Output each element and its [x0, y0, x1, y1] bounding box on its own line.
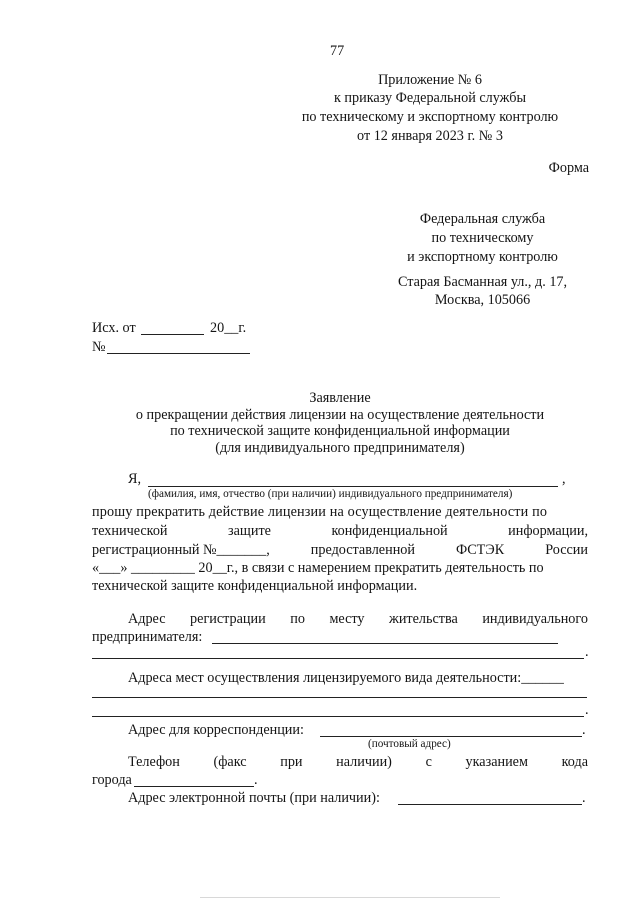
- mail-address-line: [320, 736, 582, 737]
- applicant-name-line: [148, 486, 558, 487]
- form-label: Форма: [548, 160, 589, 176]
- word: России: [545, 542, 588, 558]
- applicant-name-hint: (фамилия, имя, отчество (при наличии) индивидуального предпринимателя): [148, 488, 513, 500]
- word: защите: [228, 523, 271, 539]
- activity-address-line-2: [92, 716, 584, 717]
- mail-address-dot: .: [582, 722, 586, 738]
- appendix-order: к приказу Федеральной службы: [333, 90, 526, 106]
- reg-address-label-2: предпринимателя:: [92, 629, 203, 645]
- addressee-street: Старая Басманная ул., д. 17,: [397, 274, 568, 290]
- reg-address-line-2: [92, 658, 584, 659]
- word: ФСТЭК: [456, 542, 505, 558]
- activity-address-dot: .: [585, 702, 589, 718]
- word: регистрации: [190, 611, 266, 627]
- mail-address-hint: (почтовый адрес): [368, 738, 451, 750]
- doc-subtitle-2: по технической защите конфиденциальной информации: [170, 423, 510, 439]
- appendix-date: от 12 января 2023 г. № 3: [357, 128, 503, 144]
- word: жительства: [389, 611, 458, 627]
- addressee-city: Москва, 105066: [434, 292, 531, 308]
- appendix-service: по техническому и экспортному контролю: [301, 109, 559, 125]
- phone-line: [134, 786, 254, 787]
- doc-subtitle-3: (для индивидуального предпринимателя): [215, 440, 465, 456]
- reg-address-dot: .: [585, 644, 589, 660]
- word: с: [425, 754, 432, 770]
- word: по: [290, 611, 305, 627]
- appendix-number: Приложение № 6: [378, 72, 482, 88]
- word: Адрес: [128, 611, 166, 627]
- phone-label: [128, 755, 588, 769]
- word: конфиденциальной: [331, 523, 448, 539]
- outgoing-ref-label: Исх. от: [92, 320, 136, 336]
- addressee-line-2: по техническому: [431, 230, 534, 246]
- word: предоставленной: [310, 542, 415, 558]
- body-line-2: [92, 524, 588, 538]
- outgoing-number-line: [107, 353, 250, 354]
- word: указанием: [465, 754, 528, 770]
- body-line-3: [92, 543, 588, 557]
- phone-dot: .: [254, 772, 258, 788]
- word: Телефон: [128, 754, 180, 770]
- outgoing-number-label: №: [92, 339, 106, 355]
- body-line-5: технической защите конфиденциальной информации.: [92, 578, 418, 594]
- addressee-line-1: Федеральная служба: [419, 211, 546, 227]
- phone-label-2: города: [92, 772, 132, 788]
- body-line-4: «___» _________ 20__г., в связи с намерением прекратить деятельность по: [92, 560, 544, 576]
- page-number: 77: [330, 43, 345, 59]
- word: регистрационный №_______,: [92, 542, 270, 558]
- word: при: [280, 754, 303, 770]
- body-line-1: прошу прекратить действие лицензии на осуществление деятельности по: [92, 504, 548, 520]
- word: наличии): [336, 754, 392, 770]
- addressee-line-3: и экспортному контролю: [407, 249, 558, 265]
- email-line: [398, 804, 582, 805]
- doc-subtitle-1: о прекращении действия лицензии на осуществление деятельности: [135, 407, 545, 423]
- word: информации,: [508, 523, 588, 539]
- mail-address-label: Адрес для корреспонденции:: [128, 722, 304, 738]
- word: индивидуального: [482, 611, 588, 627]
- activity-address-label: Адреса мест осуществления лицензируемого вида деятельности:______: [128, 670, 564, 686]
- outgoing-date-line: [141, 334, 204, 335]
- word: кода: [561, 754, 588, 770]
- scan-edge-line: [200, 897, 500, 898]
- reg-address-label: [128, 612, 588, 626]
- applicant-label: Я,: [128, 471, 142, 487]
- activity-address-line-1: [92, 697, 587, 698]
- reg-address-line-1: [212, 643, 558, 644]
- email-label: Адрес электронной почты (при наличии):: [128, 790, 380, 806]
- outgoing-year: 20__г.: [210, 320, 247, 336]
- word: месту: [329, 611, 365, 627]
- word: (факс: [213, 754, 247, 770]
- doc-title: Заявление: [309, 390, 371, 406]
- email-dot: .: [582, 790, 586, 806]
- applicant-comma: ,: [562, 471, 566, 487]
- word: технической: [92, 523, 168, 539]
